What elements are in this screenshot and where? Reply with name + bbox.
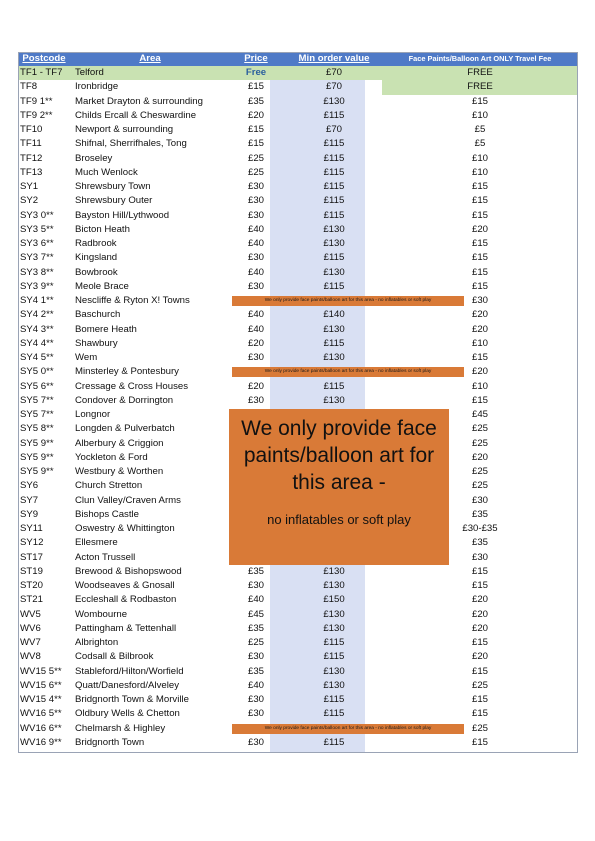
table-row (18, 266, 578, 280)
postcode-cell: SY5 0** (20, 366, 54, 378)
table-body (18, 66, 578, 750)
postcode-cell: TF13 (20, 166, 43, 178)
travel-fee-cell: £15 (471, 352, 488, 363)
postcode-cell: SY4 5** (20, 352, 54, 363)
travel-fee-cell: FREE (467, 81, 493, 93)
table-row (18, 650, 578, 664)
pricing-table (18, 52, 578, 750)
table-row (18, 194, 578, 208)
area-cell: Oswestry & Whittington (75, 523, 175, 534)
area-cell: Bishops Castle (75, 508, 139, 520)
travel-fee-cell: £35 (471, 508, 488, 520)
travel-fee-cell: £25 (471, 466, 488, 477)
postcode-cell: SY4 2** (20, 309, 54, 321)
notice-sub-text: no inflatables or soft play (267, 512, 411, 527)
table-row (18, 351, 578, 365)
area-cell: Brewood & Bishopswood (75, 565, 182, 577)
table-row (18, 693, 578, 707)
area-cell: Much Wenlock (75, 166, 138, 178)
travel-fee-cell: £10 (471, 380, 488, 392)
postcode-cell: SY5 7** (20, 409, 54, 420)
row-notice-strip: We only provide face paints/balloon art for this area - no inflatables or soft play (232, 367, 464, 377)
area-cell: Ironbridge (75, 81, 119, 93)
postcode-cell: ST19 (20, 565, 43, 577)
postcode-cell: WV6 (20, 622, 41, 634)
price-cell: £35 (247, 665, 264, 677)
area-cell: Stableford/Hilton/Worfield (75, 665, 184, 677)
area-cell: Bayston Hill/Lythwood (75, 209, 170, 221)
area-cell: Acton Trussell (75, 551, 136, 563)
min-order-cell: £115 (323, 181, 345, 192)
postcode-cell: SY4 3** (20, 323, 54, 335)
travel-fee-cell: £15 (471, 280, 488, 292)
min-order-cell: £115 (323, 109, 345, 121)
min-order-cell: £115 (323, 637, 345, 648)
postcode-cell: WV5 (20, 608, 41, 620)
postcode-cell: SY1 (20, 181, 39, 192)
area-restriction-notice (229, 409, 449, 565)
price-cell: £30 (247, 394, 264, 406)
min-order-cell: £130 (323, 223, 345, 235)
header-postcode: Postcode (22, 53, 66, 64)
travel-fee-cell: £35 (471, 537, 488, 549)
price-cell: £30 (247, 694, 264, 705)
price-cell: Free (245, 67, 267, 78)
area-cell: Market Drayton & surrounding (75, 95, 203, 107)
price-cell: £30 (247, 708, 264, 720)
postcode-cell: ST20 (20, 580, 43, 591)
area-cell: Condover & Dorrington (75, 394, 174, 406)
min-order-cell: £115 (323, 252, 345, 264)
price-cell: £15 (247, 138, 264, 150)
travel-fee-cell: £30 (471, 494, 488, 506)
travel-fee-cell: £15 (471, 565, 488, 577)
price-cell: £30 (247, 181, 264, 192)
area-cell: Eccleshall & Rodbaston (75, 594, 177, 606)
price-cell: £20 (247, 380, 264, 392)
price-cell: £40 (247, 223, 264, 235)
row-notice-strip: We only provide face paints/balloon art for this area - no inflatables or soft play (232, 296, 464, 306)
area-cell: Bridgnorth Town (75, 736, 145, 748)
table-row (18, 152, 578, 166)
table-row (18, 166, 578, 180)
postcode-cell: SY5 9** (20, 466, 54, 477)
travel-fee-cell: £15 (471, 665, 488, 677)
travel-fee-cell: £20 (471, 594, 488, 606)
postcode-cell: TF11 (20, 138, 42, 150)
travel-fee-cell: £25 (471, 423, 488, 435)
table-row (18, 579, 578, 593)
min-order-cell: £115 (323, 195, 345, 207)
min-order-cell: £130 (323, 323, 345, 335)
table-row (18, 380, 578, 394)
travel-fee-cell: FREE (467, 67, 493, 78)
area-cell: Meole Brace (75, 280, 129, 292)
travel-fee-cell: £20 (471, 622, 488, 634)
price-cell: £35 (247, 95, 264, 107)
travel-fee-cell: £20 (471, 451, 488, 463)
travel-fee-cell: £15 (471, 708, 488, 720)
postcode-cell: WV16 5** (20, 708, 62, 720)
travel-fee-cell: £15 (471, 195, 488, 207)
notice-main-text: We only provide face paints/balloon art for this area - (241, 417, 437, 494)
area-cell: Radbrook (75, 238, 117, 249)
postcode-cell: SY3 7** (20, 252, 54, 264)
travel-fee-cell: £25 (471, 437, 488, 449)
min-order-cell: £150 (323, 594, 345, 606)
postcode-cell: SY3 0** (20, 209, 54, 221)
travel-fee-cell: £20 (471, 323, 488, 335)
area-cell: Pattingham & Tettenhall (75, 622, 177, 634)
travel-fee-cell: £15 (471, 95, 488, 107)
travel-fee-cell: £5 (474, 124, 486, 135)
table-row (18, 323, 578, 337)
area-cell: Minsterley & Pontesbury (75, 366, 179, 378)
postcode-cell: SY3 9** (20, 280, 54, 292)
area-cell: Longden & Pulverbatch (75, 423, 175, 435)
price-cell: £30 (247, 209, 264, 221)
price-cell: £30 (247, 252, 264, 264)
table-row (18, 66, 578, 80)
table-row (18, 736, 578, 750)
header-min-order: Min order value (298, 53, 370, 64)
price-cell: £30 (247, 280, 264, 292)
price-cell: £25 (247, 637, 264, 648)
postcode-cell: SY11 (20, 523, 43, 534)
min-order-cell: £130 (323, 352, 345, 363)
min-order-cell: £115 (323, 651, 345, 663)
area-cell: Longnor (75, 409, 111, 420)
table-row (18, 280, 578, 294)
min-order-cell: £130 (323, 238, 345, 249)
area-cell: Woodseaves & Gnosall (75, 580, 175, 591)
area-cell: Albrighton (75, 637, 119, 648)
table-row (18, 180, 578, 194)
postcode-cell: SY2 (20, 195, 39, 207)
postcode-cell: SY12 (20, 537, 44, 549)
postcode-cell: SY5 9** (20, 437, 54, 449)
price-cell: £30 (247, 352, 264, 363)
travel-fee-cell: £15 (471, 394, 488, 406)
area-cell: Baschurch (75, 309, 121, 321)
area-cell: Wem (75, 352, 98, 363)
area-cell: Kingsland (75, 252, 118, 264)
postcode-cell: TF12 (20, 152, 43, 164)
min-order-cell: £70 (325, 81, 342, 93)
area-cell: Codsall & Bilbrook (75, 651, 154, 663)
postcode-cell: WV16 6** (20, 722, 62, 734)
postcode-cell: SY4 1** (20, 295, 54, 306)
postcode-cell: SY9 (20, 508, 39, 520)
min-order-cell: £115 (323, 152, 345, 164)
postcode-cell: TF9 1** (20, 95, 53, 107)
table-row (18, 109, 578, 123)
travel-fee-cell: £20 (471, 223, 488, 235)
postcode-cell: WV16 9** (20, 736, 62, 748)
postcode-cell: WV8 (20, 651, 41, 663)
postcode-cell: SY5 9** (20, 451, 54, 463)
table-row (18, 365, 578, 379)
travel-fee-cell: £15 (471, 209, 488, 221)
min-order-cell: £115 (323, 380, 345, 392)
price-cell: £30 (247, 580, 264, 591)
area-cell: Nescliffe & Ryton X! Towns (75, 295, 190, 306)
postcode-cell: WV15 6** (20, 679, 62, 691)
postcode-cell: SY3 5** (20, 223, 54, 235)
table-row (18, 636, 578, 650)
postcode-cell: TF9 2** (20, 109, 53, 121)
area-cell: Oldbury Wells & Chetton (75, 708, 180, 720)
area-cell: Bridgnorth Town & Morville (75, 694, 189, 705)
travel-fee-cell: £20 (471, 651, 488, 663)
travel-fee-cell: £20 (471, 608, 488, 620)
min-order-cell: £130 (323, 565, 345, 577)
price-cell: £25 (247, 166, 264, 178)
min-order-cell: £115 (323, 138, 345, 150)
area-cell: Newport & surrounding (75, 124, 174, 135)
table-row (18, 565, 578, 579)
travel-fee-cell: £10 (471, 166, 488, 178)
travel-fee-cell: £15 (471, 181, 488, 192)
postcode-cell: TF8 (20, 81, 38, 93)
postcode-cell: SY3 8** (20, 266, 54, 278)
price-cell: £25 (247, 152, 264, 164)
area-cell: Chelmarsh & Highley (75, 722, 166, 734)
postcode-cell: SY4 4** (20, 337, 54, 349)
min-order-cell: £115 (323, 280, 345, 292)
area-cell: Clun Valley/Craven Arms (75, 494, 181, 506)
price-cell: £40 (247, 309, 264, 321)
price-cell: £35 (247, 622, 264, 634)
price-cell: £40 (247, 266, 264, 278)
postcode-cell: WV15 5** (20, 665, 62, 677)
table-row (18, 294, 578, 308)
area-cell: Wombourne (75, 608, 128, 620)
travel-fee-cell: £30 (471, 295, 488, 306)
area-cell: Shrewsbury Outer (75, 195, 153, 207)
table-row (18, 95, 578, 109)
header-area: Area (139, 53, 161, 64)
table-row (18, 679, 578, 693)
min-order-cell: £115 (323, 166, 345, 178)
table-row (18, 251, 578, 265)
travel-fee-cell: £5 (474, 138, 486, 150)
min-order-cell: £70 (325, 67, 342, 78)
travel-fee-cell: £10 (471, 109, 488, 121)
price-cell: £35 (247, 565, 264, 577)
table-row (18, 337, 578, 351)
postcode-cell: ST17 (20, 551, 43, 563)
area-cell: Bomere Heath (75, 323, 137, 335)
postcode-cell: ST21 (20, 594, 43, 606)
price-cell: £20 (247, 109, 264, 121)
row-notice-strip: We only provide face paints/balloon art for this area - no inflatables or soft play (232, 724, 464, 734)
postcode-cell: SY6 (20, 480, 39, 492)
area-cell: Cressage & Cross Houses (75, 380, 189, 392)
area-cell: Westbury & Worthen (75, 466, 164, 477)
min-order-cell: £130 (323, 679, 345, 691)
area-cell: Yockleton & Ford (75, 451, 148, 463)
min-order-cell: £130 (323, 608, 345, 620)
price-cell: £30 (247, 651, 264, 663)
min-order-cell: £70 (325, 124, 342, 135)
table-row (18, 123, 578, 137)
area-cell: Alberbury & Criggion (75, 437, 164, 449)
min-order-cell: £130 (323, 580, 345, 591)
header-price: Price (244, 53, 268, 64)
table-row (18, 308, 578, 322)
area-cell: Shawbury (75, 337, 118, 349)
postcode-cell: TF10 (20, 124, 43, 135)
table-row (18, 593, 578, 607)
travel-fee-cell: £25 (471, 722, 488, 734)
price-cell: £20 (247, 337, 264, 349)
travel-fee-cell: £45 (471, 409, 488, 420)
postcode-cell: SY3 6** (20, 238, 54, 249)
min-order-cell: £130 (323, 622, 345, 634)
table-header-row (18, 52, 578, 66)
table-row (18, 137, 578, 151)
area-cell: Church Stretton (75, 480, 143, 492)
postcode-cell: SY5 7** (20, 394, 54, 406)
price-cell: £15 (247, 124, 264, 135)
price-cell: £15 (247, 81, 264, 93)
travel-fee-cell: £15 (471, 637, 488, 648)
area-cell: Ellesmere (75, 537, 118, 549)
table-row (18, 622, 578, 636)
travel-fee-cell: £15 (471, 694, 488, 705)
table-row (18, 237, 578, 251)
price-cell: £40 (247, 679, 264, 691)
header-travel-fee: Face Paints/Balloon Art ONLY Travel Fee (408, 54, 552, 63)
min-order-cell: £130 (323, 266, 345, 278)
travel-fee-cell: £30 (471, 551, 488, 563)
travel-fee-cell: £30-£35 (462, 523, 498, 534)
travel-fee-cell: £10 (471, 337, 488, 349)
area-cell: Childs Ercall & Cheswardine (75, 109, 197, 121)
area-cell: Bicton Heath (75, 223, 130, 235)
travel-fee-cell: £20 (471, 366, 488, 378)
postcode-cell: SY5 6** (20, 380, 54, 392)
area-cell: Bowbrook (75, 266, 118, 278)
price-cell: £40 (247, 594, 264, 606)
table-row (18, 665, 578, 679)
travel-fee-cell: £15 (471, 238, 488, 249)
travel-fee-cell: £15 (471, 736, 488, 748)
postcode-cell: SY7 (20, 494, 39, 506)
postcode-cell: SY5 8** (20, 423, 54, 435)
min-order-cell: £130 (323, 394, 345, 406)
travel-fee-cell: £25 (471, 679, 488, 691)
travel-fee-cell: £20 (471, 309, 488, 321)
area-cell: Broseley (75, 152, 113, 164)
area-cell: Telford (75, 67, 104, 78)
table-row (18, 707, 578, 721)
min-order-cell: £130 (323, 665, 345, 677)
table-row (18, 722, 578, 736)
min-order-cell: £140 (323, 309, 345, 321)
area-cell: Shifnal, Sherrifhales, Tong (75, 138, 187, 150)
table-row (18, 209, 578, 223)
travel-fee-cell: £15 (471, 252, 488, 264)
table-row (18, 608, 578, 622)
price-cell: £40 (247, 323, 264, 335)
table-row (18, 223, 578, 237)
min-order-cell: £115 (323, 694, 345, 705)
min-order-cell: £130 (323, 95, 345, 107)
travel-fee-cell: £15 (471, 580, 488, 591)
area-cell: Shrewsbury Town (75, 181, 151, 192)
table-row (18, 80, 578, 94)
price-cell: £45 (247, 608, 264, 620)
min-order-cell: £115 (323, 337, 345, 349)
price-cell: £30 (247, 195, 264, 207)
postcode-cell: TF1 - TF7 (20, 67, 63, 78)
price-cell: £30 (247, 736, 264, 748)
travel-fee-cell: £15 (471, 266, 488, 278)
travel-fee-cell: £25 (471, 480, 488, 492)
postcode-cell: WV15 4** (20, 694, 62, 705)
min-order-cell: £115 (323, 209, 345, 221)
min-order-cell: £115 (323, 736, 345, 748)
table-row (18, 394, 578, 408)
price-cell: £40 (247, 238, 264, 249)
travel-fee-cell: £10 (471, 152, 488, 164)
area-cell: Quatt/Danesford/Alveley (75, 679, 179, 691)
postcode-cell: WV7 (20, 637, 41, 648)
min-order-cell: £115 (323, 708, 345, 720)
